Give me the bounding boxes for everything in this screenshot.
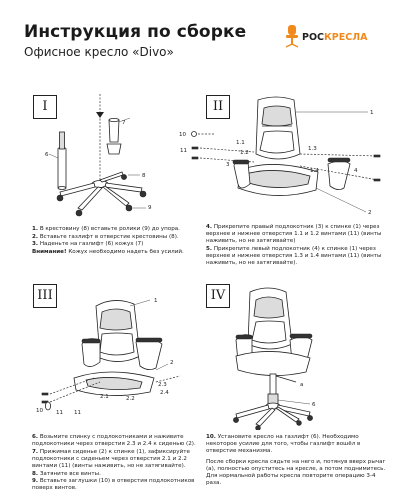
label-a: a: [300, 382, 304, 388]
steps-panel-II: [206, 224, 386, 268]
label-9: 9: [148, 205, 152, 211]
steps-panel-III: [32, 434, 202, 493]
step-number-I: I: [33, 95, 57, 119]
label-11-a: 11: [56, 410, 63, 416]
steps-panel-I: [32, 226, 197, 256]
brand-name: РОСКРЕСЛА: [302, 32, 368, 43]
step-number-II: II: [206, 95, 230, 119]
step-10: 10. Установите кресло на газлифт (6). Необходимо некоторое усилие для того, чтобы газлифт вошёл в отверстие механизма.: [206, 434, 361, 455]
diagram-armrest-backrest: [178, 92, 388, 222]
step-7: 7. Прижимая сиденье (2) к спинке (1), зафиксируйте подлокотники с сиденьем через отверстия 2.1 и 2.2 винтами (11) (винты наживить, но не затягивайте).: [32, 448, 190, 470]
label-7: 7: [122, 120, 126, 126]
label-2-2: 2.2: [126, 396, 135, 402]
step-8: 8. Затяните все винты.: [32, 470, 101, 477]
diagram-seat-attach: [30, 282, 200, 430]
label-3: 3: [226, 162, 230, 168]
chair-logo-icon: [284, 24, 300, 50]
step-4: 4. Прикрепите правый подлокотник (3) к спинке (1) через верхнее и нижнее отверстия 1.1 и 1.2 винтами (11) (винты наживить, но не затягивайте): [206, 224, 382, 245]
label-1-1: 1.1: [236, 140, 245, 146]
label-2-4: 2.4: [160, 390, 169, 396]
step-2: 2. Вставьте газлифт в отверстие крестовины (8).: [32, 233, 179, 240]
label-1-2: 1.2: [240, 150, 249, 156]
step-1: 1. В крестовину (8) вставьте ролики (9) до упора.: [32, 226, 180, 232]
page-subtitle: Офисное кресло «Divo»: [24, 45, 174, 59]
label-8: 8: [142, 173, 146, 179]
diagram-base-assembly: [30, 92, 195, 222]
label-1-4: 1.4: [310, 168, 319, 174]
label-6: 6: [312, 402, 316, 408]
label-1: 1: [370, 110, 374, 116]
page-title: Инструкция по сборке: [24, 22, 247, 42]
label-4: 4: [354, 168, 358, 174]
label-10: 10: [36, 408, 43, 414]
step-5: 5. Прикрепите левый подлокотник (4) к спинке (1) через верхнее и нижнее отверстия 1.3 и 1.4 винтами (11) (винты наживить, но не затягивайте).: [206, 245, 382, 267]
label-11-b: 11: [74, 410, 81, 416]
brand-logo: [284, 24, 384, 52]
step-3: 3. Наденьте на газлифт (6) кожух (7): [32, 241, 144, 247]
step-after-assembly: После сборки кресла сядьте на него и, потянув вверх рычаг (а), полностью опуститесь на кресле, а потом поднимитесь. Для нормальной работы кресла повторите операцию 3-4 раза.: [206, 458, 386, 487]
label-11: 11: [180, 148, 187, 154]
step-9: 9. Вставьте заглушки (10) в отверстия подлокотников поверх винтов.: [32, 478, 195, 492]
label-2: 2: [170, 360, 174, 366]
step-number-IV: IV: [206, 284, 230, 308]
label-6: 6: [45, 152, 49, 158]
label-1-3: 1.3: [308, 146, 317, 152]
label-10: 10: [179, 132, 186, 138]
label-2-3: 2.3: [158, 382, 167, 388]
step-6: 6. Возьмите спинку с подлокотниками и наживите подлокотники через отверстия 2.3 и 2.4 к сиденью (2).: [32, 434, 196, 448]
steps-panel-IV: [206, 434, 386, 488]
label-2-1: 2.1: [100, 394, 109, 400]
step-number-III: III: [33, 284, 57, 308]
label-1: 1: [154, 298, 158, 304]
label-2: 2: [368, 210, 372, 216]
diagram-final-chair: [206, 282, 386, 430]
step-warning: Внимание! Кожух необходимо надеть без усилий.: [32, 248, 184, 255]
